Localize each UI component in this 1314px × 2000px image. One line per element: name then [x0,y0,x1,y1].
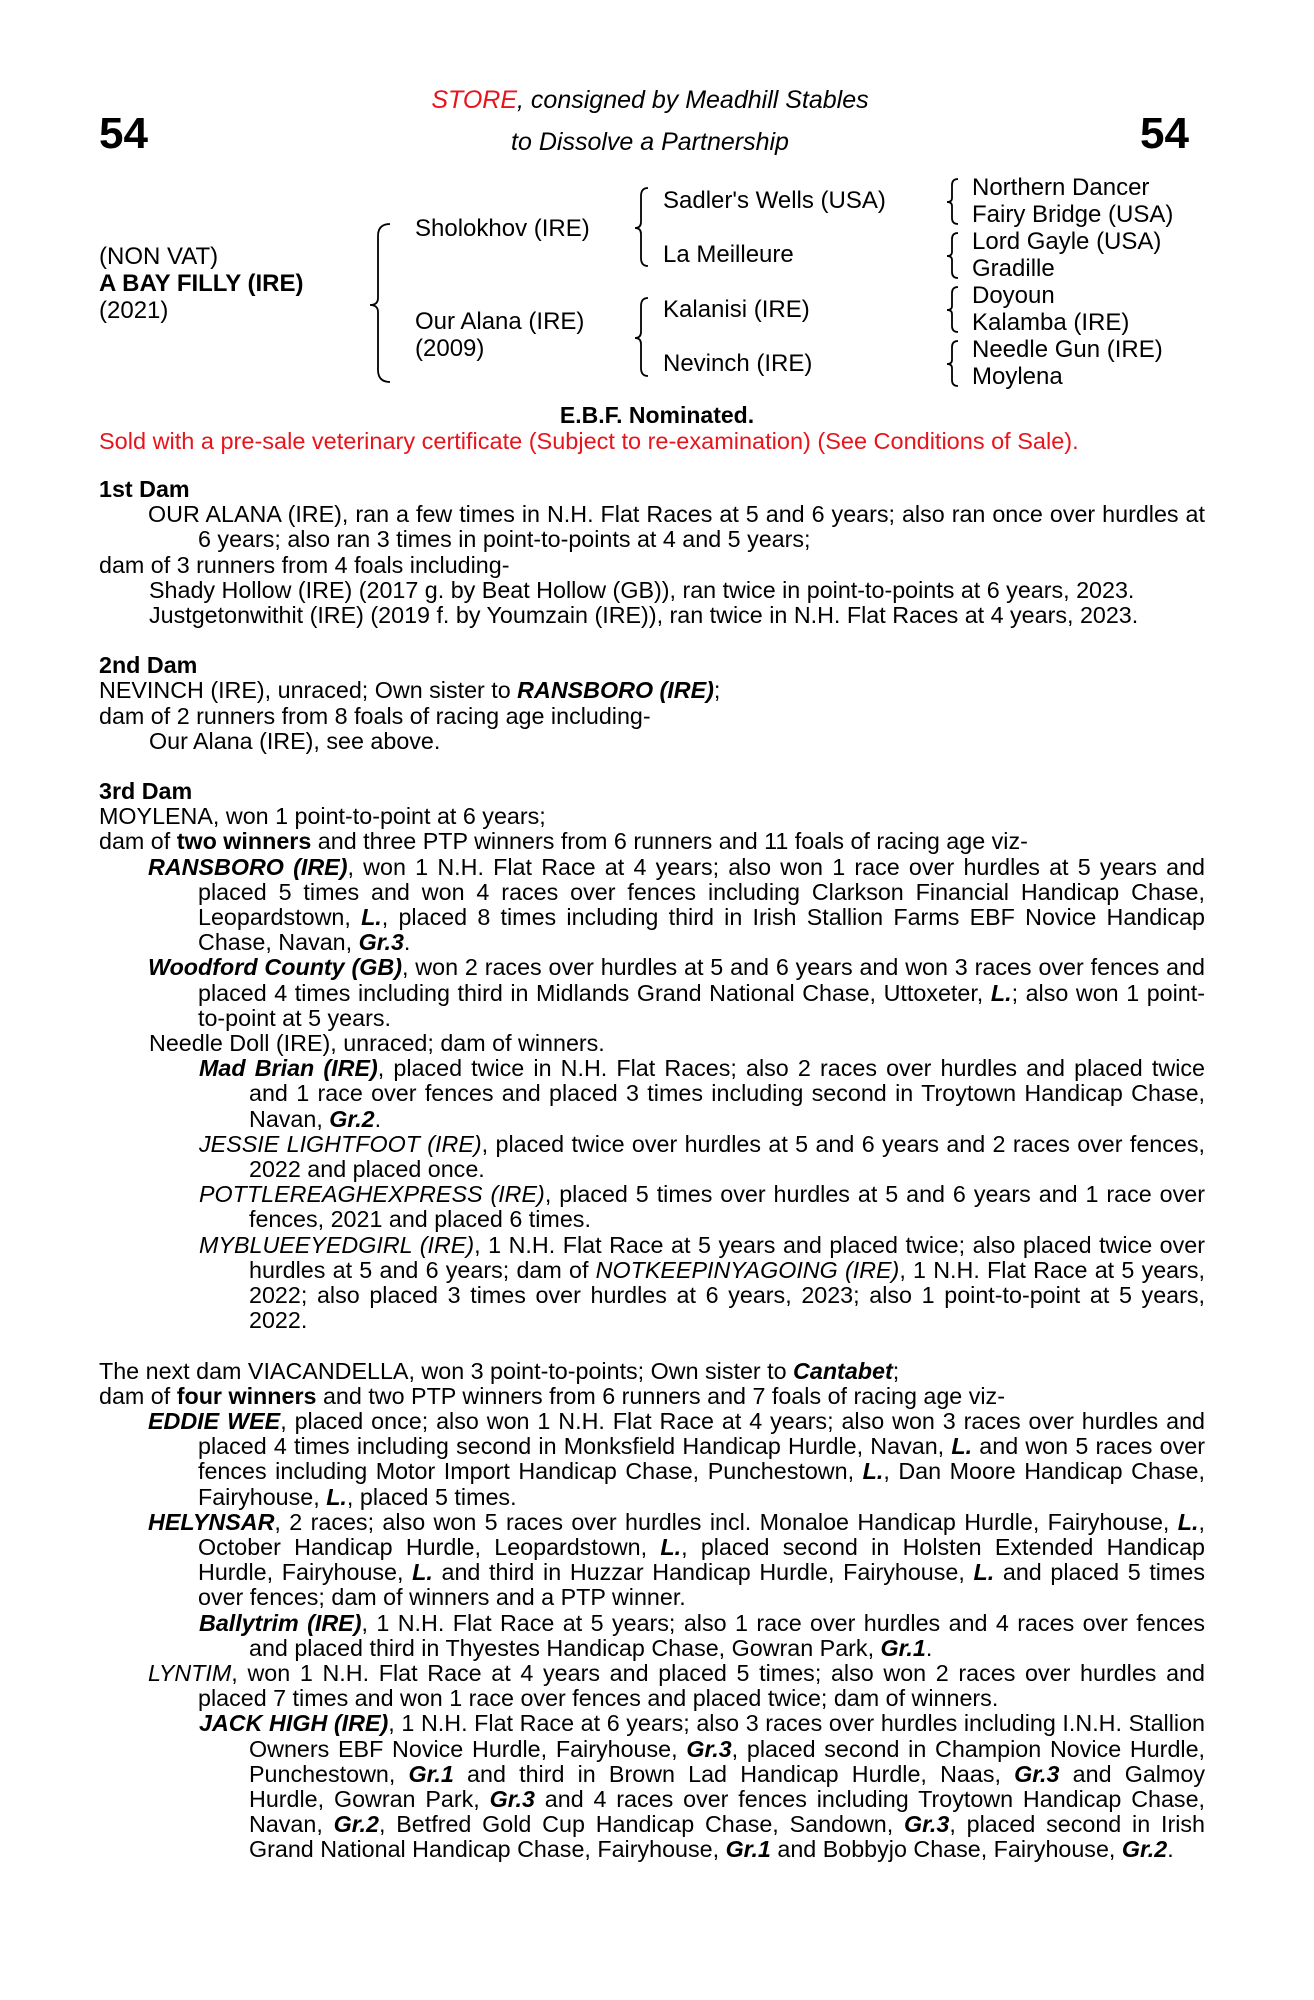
second-dam-heading: 2nd Dam [99,652,198,679]
next-dam-produce: dam of four winners and two PTP winners from 6 runners and 7 foals of racing age viz- [99,1382,1005,1409]
store-label: STORE [431,86,518,114]
bracket-sire [635,188,648,266]
produce-item: JACK HIGH (IRE), 1 N.H. Flat Race at 6 years; also 3 races over hurdles including I.N.H. Stallion Owners EBF Novice Hurdle, Fairyhouse, Gr.3, placed second in Champion Novice Hurdle, Punchestown, Gr.1 and third in Brown Lad Handicap Hurdle, Naas, Gr.3 and Galmoy Hurdle, Gowran Park, Gr.3 and 4 races over fences including Troytown Handicap Chase, Navan, Gr.2, Betfred Gold Cup Handicap Chase, Sandown, Gr.3, placed second in Irish Grand National Handicap Chase, Fairyhouse, Gr.1 and Bobbyjo Chase, Fairyhouse, Gr.2. [199,1710,1206,1863]
vet-certificate-note: Sold with a pre-sale veterinary certificate (Subject to re-examination) (See Conditions of Sale). [99,428,1079,454]
bracket-dam [635,298,648,376]
produce-item: LYNTIM, won 1 N.H. Flat Race at 4 years and placed 5 times; also won 2 races over hurdles and placed 7 times and won 1 race over fences and placed twice; dam of winners. [148,1659,1205,1712]
produce-item: Ballytrim (IRE), 1 N.H. Flat Race at 5 years; also 1 race over hurdles and 4 races over fences and placed third in Thyestes Handicap Chase, Gowran Park, Gr.1. [199,1609,1205,1661]
consignor: , consigned by Meadhill Stables [517,86,869,114]
sire-dam: La Meilleure [663,241,794,268]
bracket-ss [947,179,958,224]
sd-dam: Gradille [972,255,1055,282]
ebf-nominated: E.B.F. Nominated. [559,402,755,428]
ss-sire: Northern Dancer [972,174,1150,201]
third-dam-text: MOYLENA, won 1 point-to-point at 6 years; [99,803,546,830]
sire: Sholokhov (IRE) [415,215,590,242]
bracket-gen1 [370,224,390,382]
sire-sire: Sadler's Wells (USA) [663,187,886,214]
ds-sire: Doyoun [972,282,1055,309]
catalogue-body [99,477,1205,1863]
dam-sire: Kalanisi (IRE) [663,296,810,323]
second-dam-text: NEVINCH (IRE), unraced; Own sister to RANSBORO (IRE); [99,677,721,704]
dd-dam: Moylena [972,363,1063,390]
bracket-sd [947,233,958,278]
foaling-year: (2021) [99,297,169,324]
lot-number-left: 54 [99,109,148,158]
produce-item: HELYNSAR, 2 races; also won 5 races over hurdles incl. Monaloe Handicap Hurdle, Fairyhouse, L., October Handicap Hurdle, Leopardstown, L., placed second in Holsten Extended Handicap Hurdle, Fairyhouse, L. and third in Huzzar Handicap Hurdle, Fairyhouse, L. and placed 5 times over fences; dam of winners and a PTP winner. [148,1508,1205,1611]
produce-item: Our Alana (IRE), see above. [149,727,441,754]
first-dam-text: OUR ALANA (IRE), ran a few times in N.H. Flat Races at 5 and 6 years; also ran once over hurdles at 6 years; also ran 3 times in point-to-points at 4 and 5 years; [148,501,1205,553]
produce-item: Shady Hollow (IRE) (2017 g. by Beat Hollow (GB)), ran twice in point-to-points at 6 years, 2023. [149,576,1135,603]
produce-item: RANSBORO (IRE), won 1 N.H. Flat Race at 4 years; also won 1 race over hurdles at 5 years and placed 5 times and won 4 races over fences including Clarkson Financial Handicap Chase, Leopardstown, L., placed 8 times including third in Irish Stallion Farms EBF Novice Handicap Chase, Navan, Gr.3. [148,853,1205,956]
bracket-dd [947,341,958,386]
first-dam-heading: 1st Dam [99,476,190,502]
produce-item: Woodford County (GB), won 2 races over hurdles at 5 and 6 years and won 3 races over fences and placed 4 times including third in Midlands Grand National Chase, Uttoxeter, L.; also won 1 point-to-point at 5 years. [148,954,1205,1031]
horse-name: A BAY FILLY (IRE) [99,270,304,297]
first-dam-produce: dam of 3 runners from 4 foals including- [99,551,510,578]
dam-dam: Nevinch (IRE) [663,350,813,377]
ds-dam: Kalamba (IRE) [972,309,1130,336]
vat-status: (NON VAT) [99,243,219,270]
produce-item: Justgetonwithit (IRE) (2019 f. by Youmzain (IRE)), ran twice in N.H. Flat Races at 4 years, 2023. [149,602,1139,629]
third-dam-heading: 3rd Dam [99,778,193,805]
lot-number-right: 54 [1140,109,1189,158]
second-dam-produce: dam of 2 runners from 8 foals of racing age including- [99,702,651,729]
dam-year: (2009) [415,335,485,362]
produce-item: JESSIE LIGHTFOOT (IRE), placed twice over hurdles at 5 and 6 years and 2 races over fences, 2022 and placed once. [199,1130,1205,1183]
ss-dam: Fairy Bridge (USA) [972,201,1174,228]
next-dam-text: The next dam VIACANDELLA, won 3 point-to-points; Own sister to Cantabet; [99,1357,900,1384]
produce-item: POTTLEREAGHEXPRESS (IRE), placed 5 times over hurdles at 5 and 6 years and 1 race over fences, 2021 and placed 6 times. [199,1181,1205,1233]
black-type-name: RANSBORO (IRE) [517,677,714,704]
produce-item: EDDIE WEE, placed once; also won 1 N.H. Flat Race at 4 years; also won 3 races over hurdles and placed 4 times including second in Monksfield Handicap Hurdle, Navan, L. and won 5 races over fences including Motor Import Handicap Chase, Punchestown, L., Dan Moore Handicap Chase, Fairyhouse, L., placed 5 times. [148,1407,1205,1510]
dd-sire: Needle Gun (IRE) [972,336,1163,363]
produce-item: MYBLUEEYEDGIRL (IRE), 1 N.H. Flat Race at 5 years and placed twice; also placed twice over hurdles at 5 and 6 years; dam of NOTKEEPINYAGOING (IRE), 1 N.H. Flat Race at 5 years, 2022; also placed 3 times over hurdles at 6 years, 2023; also 1 point-to-point at 5 years, 2022. [199,1231,1206,1334]
bracket-ds [947,287,958,332]
produce-item: Needle Doll (IRE), unraced; dam of winners. [149,1030,605,1057]
sd-sire: Lord Gayle (USA) [972,228,1162,255]
dam: Our Alana (IRE) [415,308,585,335]
consignment-subtitle: to Dissolve a Partnership [511,128,789,156]
produce-item: Mad Brian (IRE), placed twice in N.H. Flat Races; also 2 races over hurdles and placed twice and 1 race over fences and placed 3 times including second in Troytown Handicap Chase, Navan, Gr.2. [199,1055,1205,1132]
third-dam-produce: dam of two winners and three PTP winners from 6 runners and 11 foals of racing age viz- [99,828,1028,855]
